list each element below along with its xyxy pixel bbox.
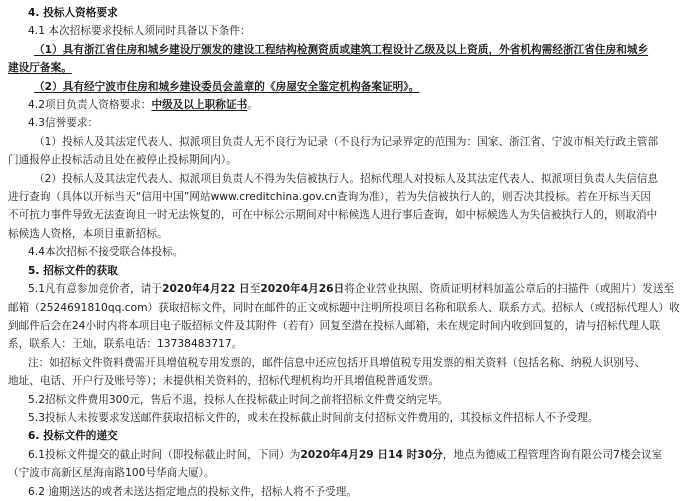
requirement-1-part-c: 结构检测资质或建筑工程设计乙级及以上资质，外省机构需经浙江省住房和城乡: [275, 43, 649, 56]
section-6-1-location: ，地点为德威工程管理咨询有限公司7楼会议室: [442, 448, 663, 461]
requirement-1-keyword: 建设工程: [233, 43, 276, 56]
section-4-4: 4.4本次招标不接受联合体投标。: [28, 246, 184, 259]
section-5-3: 5.3投标人未按要求发送邮件获取招标文件的，或未在投标截止时间前支付招标文件费用的，其投标文件招标人不予受理。: [28, 411, 599, 424]
section-5-1-intro: 5.1凡有意参加竞价者，请于: [28, 283, 163, 296]
section-5-heading: 5. 招标文件的获取: [28, 264, 118, 277]
section-5-1-tail: 将企业营业执照、资质证明材料加盖公章后的扫描件（或照片）发送至: [344, 283, 675, 296]
requirement-2: （2）具有经宁波市住房和城乡建设委员会盖章的《房屋安全鉴定机构备案证明》。: [34, 80, 420, 93]
section-4-2-qualification: 中级及以上职称证书: [151, 99, 248, 112]
deadline-datetime: 2020年4月29 日14 时30分: [300, 448, 443, 461]
section-6-1-line-2: （宁波市高新区星海南路100号华商大厦）。: [8, 467, 215, 480]
invoice-note-line-2: 地址、电话、开户行及账号等）；未提供相关资料的，招标代理机构均开具增值税普通发票。: [8, 375, 440, 388]
section-5-1-line-1: [8, 280, 692, 298]
requirement-1-line-1: [8, 41, 692, 59]
start-date: 2020年4月22 日: [162, 283, 250, 296]
credit-item-1-line-2: 门通报停止投标活动且处在被停止投标期间内）。: [8, 154, 237, 167]
section-5-1-line-4: 系，联系人：王灿，联系电话：13738483717。: [8, 338, 243, 351]
section-4-1-intro: 4.1 本次招标要求投标人须同时具备以下条件：: [28, 25, 251, 38]
credit-item-2-line-2: 进行查询（具体以开标当天“信用中国”网站www.creditchina.gov.cn查询为准），若为失信被执行人的，则否决其投标。若在开标当天因: [8, 191, 652, 204]
section-6-1-intro: 6.1投标文件提交的截止时间（即投标截止时间，下同）为: [28, 448, 301, 461]
section-4-2-label: 4.2项目负责人资格要求：: [28, 99, 152, 112]
section-4-2: [8, 96, 692, 114]
section-6-2: 6.2 逾期送达的或者未送达指定地点的投标文件，招标人将不予受理。: [28, 485, 358, 498]
credit-item-2-line-3: 不可抗力事件导致无法查询且一时无法恢复的，可在中标公示期间对中标候选人进行事后查询，如中标候选人为失信被执行人的，则取消中: [8, 209, 658, 222]
end-date: 2020年4月26日: [260, 283, 345, 296]
section-5-2: 5.2招标文件费用300元，售后不退，投标人在投标截止时间之前将招标文件费交纳完毕。: [28, 393, 449, 406]
date-range-separator: 至: [249, 283, 261, 296]
credit-item-2-line-1: （2）投标人及其法定代表人、拟派项目负责人不得为失信被执行人。招标代理人对投标人及其法定代表人、拟派项目负责人失信信息: [34, 172, 659, 185]
section-6-heading: 6. 投标文件的递交: [28, 430, 118, 443]
section-5-1-line-3: 到邮件后会在24小时内将本项目电子版招标文件及其附件（若有）回复至潜在投标人邮箱，未在规定时间内收到回复的，请与招标代理人联: [8, 319, 661, 332]
section-6-1-line-1: [8, 446, 692, 464]
requirement-1-part-a: （1）具有浙江省住房和城乡建设厅颁发的: [34, 43, 234, 56]
section-4-heading: 4. 投标人资格要求: [28, 7, 118, 19]
invoice-note-line-1: 注：如招标文件资料费需开具增值税专用发票的，邮件信息中还应包括开具增值税专用发票的相关资料（包括名称、纳税人识别号、: [28, 356, 646, 369]
requirement-1-line-2: 建设厅备案。: [8, 62, 72, 75]
section-4-3: 4.3信誉要求：: [28, 117, 99, 130]
section-5-1-line-2: 邮箱（2524691810qq.com）获取招标文件，同时在邮件的正文或标题中注明所投项目名称和联系人、联系方式。招标人（或招标代理人）收: [8, 301, 680, 314]
section-4-2-end: 。: [247, 99, 258, 112]
credit-item-2-line-4: 标候选人资格，本项目重新招标。: [8, 227, 168, 240]
credit-item-1-line-1: （1）投标人及其法定代表人、拟派项目负责人无不良行为记录（不良行为记录界定的范围为：国家、浙江省、宁波市相关行政主管部: [34, 135, 659, 148]
